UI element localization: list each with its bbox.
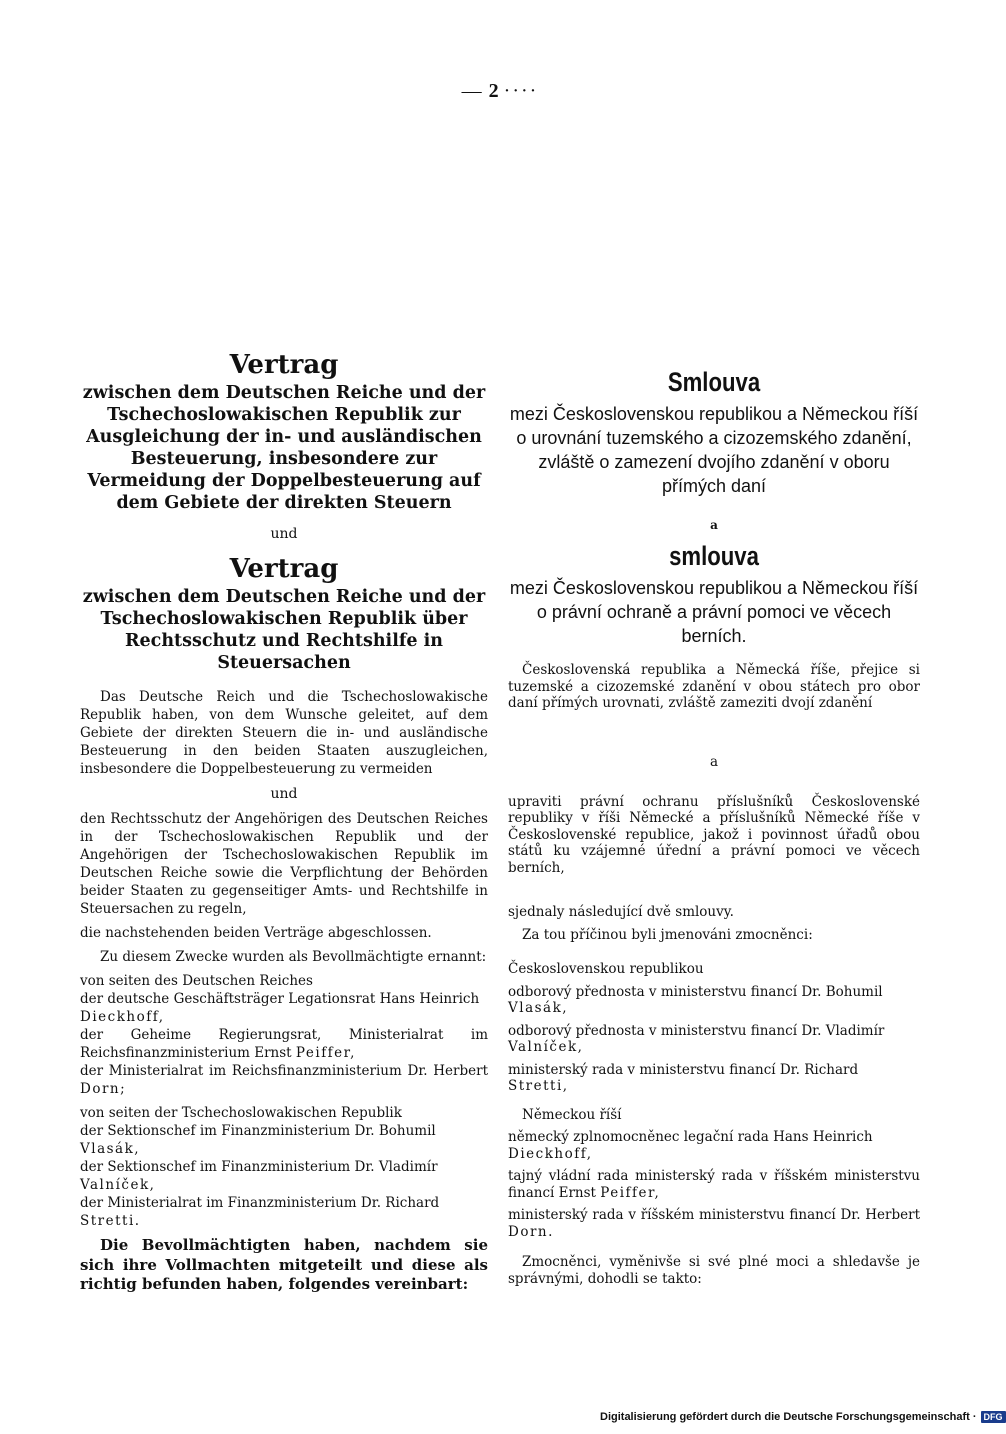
german-plenipotentiary-3	[80, 1062, 488, 1098]
digitization-footer	[600, 1411, 1003, 1423]
german-side-cs: von seiten der Tschechoslowakischen Republik	[80, 1105, 402, 1121]
german-plenipotentiary-1	[80, 990, 488, 1026]
german-und-1: und	[270, 526, 298, 542]
czech-column	[508, 350, 920, 1287]
czech-subtitle-2: mezi Československou republikou a Německou říší o právní ochraně a právní pomoci ve věcech berních.	[509, 578, 919, 646]
czech-plenipotentiary-1	[508, 984, 920, 1017]
czech-plenipotentiary-3	[508, 1062, 920, 1095]
german-plen-5-name: Valníček,	[80, 1177, 156, 1193]
german-subtitle-1: zwischen dem Deutschen Reiche und der Tschechoslowakischen Republik zur Ausgleichung der in- und ausländischen Besteuerung, insbesondere zur Vermeidung der Doppelbesteuerung auf dem Gebiete der direkten Steuern	[82, 383, 486, 513]
page-number	[0, 80, 1000, 103]
czech-plenipotentiary-2	[508, 1023, 920, 1056]
czech-plen-2-name: Valníček,	[508, 1039, 584, 1055]
czech-protection: upraviti právní ochranu příslušníků Československé republiky v říši Německé a příslušníků Německé říše v Československé republice, jakož i povinnost úřadů obou států ku vzájemné úřední a právní pomoci ve věcech berních,	[508, 793, 920, 876]
german-plen-3-text: der Ministerialrat im Reichsfinanzministerium Dr. Herbert	[80, 1063, 488, 1079]
czech-closing: Zmocněnci, vyměnivše si své plné moci a shledavše je správnými, dohodli se takto:	[508, 1254, 920, 1287]
czech-a-1: a	[710, 518, 718, 532]
czech-side-de: Německou říší	[522, 1106, 622, 1123]
czech-title-1: Smlouva	[667, 367, 761, 397]
czech-plen-4-name: Dieckhoff,	[508, 1145, 593, 1162]
czech-plenipotentiary-4	[508, 1129, 920, 1162]
german-plen-6-text: der Ministerialrat im Finanzministerium Dr. Richard	[80, 1195, 440, 1211]
czech-subtitle-1: mezi Československou republikou a Německou říší o urovnání tuzemského a cizozemského zdanění, zvláště o zamezení dvojího zdanění v oboru přímých daní	[509, 404, 919, 496]
czech-plen-1-name: Vlasák,	[508, 1000, 569, 1016]
page-number-right-dash: ····	[503, 80, 539, 102]
footer-text: Digitalisierung gefördert durch die Deutsche Forschungsgemeinschaft ·	[600, 1411, 977, 1423]
german-plen-2-name: Peiffer,	[295, 1045, 356, 1061]
german-plen-4-name: Vlasák,	[80, 1141, 141, 1157]
czech-plen-2-text: odborový přednosta v ministerstvu financí Dr. Vladimír	[508, 1022, 885, 1039]
german-closing: Die Bevollmächtigten haben, nachdem sie sich ihre Vollmachten mitgeteilt und diese als richtig befunden haben, folgendes vereinbart:	[80, 1236, 488, 1293]
czech-plen-1-text: odborový přednosta v ministerstvu financí Dr. Bohumil	[508, 983, 883, 1000]
czech-preamble: Československá republika a Německá říše, přejice si tuzemské a cizozemské zdanění v obou státech pro obor daní přímých urovnati, zvláště zameziti dvojí zdanění	[508, 662, 920, 711]
german-plen-1-name: Dieckhoff,	[80, 1009, 165, 1025]
dfg-logo-icon: DFG	[981, 1411, 1006, 1423]
german-plen-1-text: der deutsche Geschäftsträger Legationsrat Hans Heinrich	[80, 991, 480, 1007]
page-number-left-dash: —	[461, 80, 484, 102]
german-column	[80, 350, 488, 1295]
page-number-value: 2	[488, 80, 499, 102]
czech-plenipotentiary-6	[508, 1207, 920, 1240]
german-plenipotentiary-2	[80, 1026, 488, 1062]
czech-plen-5-name: Peiffer,	[600, 1184, 661, 1201]
german-plen-5-text: der Sektionschef im Finanzministerium Dr. Vladimír	[80, 1159, 438, 1175]
german-concluded: die nachstehenden beiden Verträge abgeschlossen.	[80, 925, 432, 941]
german-appointed: Zu diesem Zwecke wurden als Bevollmächtigte ernannt:	[100, 949, 487, 965]
german-plen-6-name: Stretti.	[80, 1213, 141, 1229]
german-plenipotentiary-5	[80, 1158, 488, 1194]
german-title-1: Vertrag	[229, 350, 339, 380]
german-plenipotentiary-6	[80, 1194, 488, 1230]
czech-side-cs: Československou republikou	[508, 961, 704, 977]
german-plen-3-name: Dorn;	[80, 1081, 127, 1097]
czech-plen-6-text: ministerský rada v říšském ministerstvu financí Dr. Herbert	[508, 1207, 920, 1223]
czech-plenipotentiary-5	[508, 1168, 920, 1201]
czech-appointed: Za tou příčinou byli jmenováni zmocněnci:	[522, 926, 813, 943]
czech-plen-3-name: Stretti,	[508, 1078, 569, 1094]
german-title-2: Vertrag	[229, 554, 339, 584]
german-preamble: Das Deutsche Reich und die Tschechoslowakische Republik haben, von dem Wunsche geleitet, auf dem Gebiete der direkten Steuern die in- und ausländische Besteuerung in den beiden Staaten auszugleichen, insbesondere die Doppelbesteuerung zu vermeiden	[80, 689, 488, 777]
czech-concluded: sjednaly následující dvě smlouvy.	[508, 904, 734, 920]
german-subtitle-2: zwischen dem Deutschen Reiche und der Tschechoslowakischen Republik über Rechtsschutz und Rechtshilfe in Steuersachen	[82, 587, 486, 673]
german-plen-2-text: der Geheime Regierungsrat, Ministerialrat im Reichsfinanzministerium Ernst	[80, 1027, 488, 1061]
german-plenipotentiary-4	[80, 1122, 488, 1158]
german-side-reich: von seiten des Deutschen Reiches	[80, 973, 313, 989]
czech-plen-5-text: tajný vládní rada ministerský rada v říšském ministerstvu financí Ernst	[508, 1168, 920, 1201]
czech-a-2: a	[709, 753, 719, 770]
german-protection: den Rechtsschutz der Angehörigen des Deutschen Reiches in der Tschechoslowakischen Republik und der Angehörigen der Tschechoslowakischen Republik im Deutschen Reiche sowie die Verpflichtung der Behörden beider Staaten zu gegenseitiger Amts- und Rechtshilfe in Steuersachen zu regeln,	[80, 811, 488, 917]
czech-plen-4-text: německý zplnomocněnec legační rada Hans Heinrich	[508, 1129, 873, 1145]
czech-plen-3-text: ministerský rada v ministerstvu financí Dr. Richard	[508, 1061, 859, 1078]
czech-plen-6-name: Dorn.	[508, 1223, 554, 1240]
german-und-2: und	[270, 786, 298, 802]
czech-title-2: smlouva	[669, 541, 759, 571]
german-plen-4-text: der Sektionschef im Finanzministerium Dr. Bohumil	[80, 1123, 436, 1139]
